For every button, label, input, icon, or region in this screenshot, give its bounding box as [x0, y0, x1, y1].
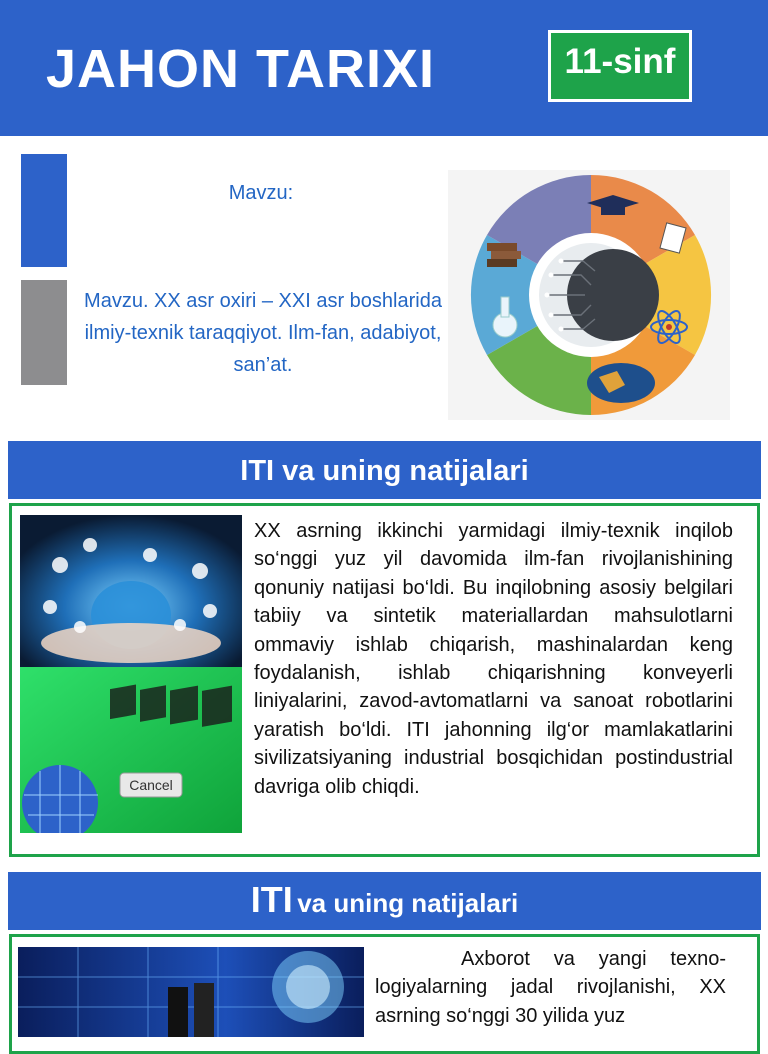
section1-body: XX asrning ikkinchi yarmidagi ilmiy-texnik inqilob so‘nggi yuz yil davomida ilm-fan rivojlanishining qonuniy natijasi bo‘ldi. Bu inqilobning asosiy belgilari tabiiy va sintetik materiallardan mahsulotlarni ommaviy ishlab chiqarish, mashinalardan keng foydalanish, ishlab chiqarishning konveyerli liniyalarini, zavod-avtomatlarni va sanoat robotlarini yaratish bo‘ldi. ITI jahonning ilg‘or mamlakatlarini sivilizatsiyaning industrial bosqichidan postindustrial davriga olib chiqdi. — [254, 520, 733, 798]
heading2-big: ITI — [250, 879, 293, 920]
cancel-label: Cancel — [129, 777, 173, 793]
section-heading-2 — [8, 872, 761, 930]
section-heading-1: ITI va uning natijalari — [8, 441, 761, 499]
heading2-rest: va uning natijalari — [297, 888, 519, 918]
grade-badge: 11-sinf — [548, 30, 692, 102]
science-wheel-illustration — [448, 170, 730, 420]
decor-bar-gray — [21, 280, 67, 385]
section2-body: Axborot va yangi texno-logiyalarning jadal rivojlanishi, XX asrning so‘nggi 30 yilida yuz — [375, 948, 726, 1027]
technology-collage-image — [20, 515, 242, 833]
topic-text: Mavzu. XX asr oxiri – XXI asr boshlarida ilmiy-texnik taraqqiyot. Ilm-fan, adabiyot, san’at. — [84, 290, 442, 376]
decor-bar-blue — [21, 154, 67, 267]
topic-label: Mavzu: — [228, 182, 294, 204]
page-title: JAHON TARIXI — [46, 39, 436, 99]
